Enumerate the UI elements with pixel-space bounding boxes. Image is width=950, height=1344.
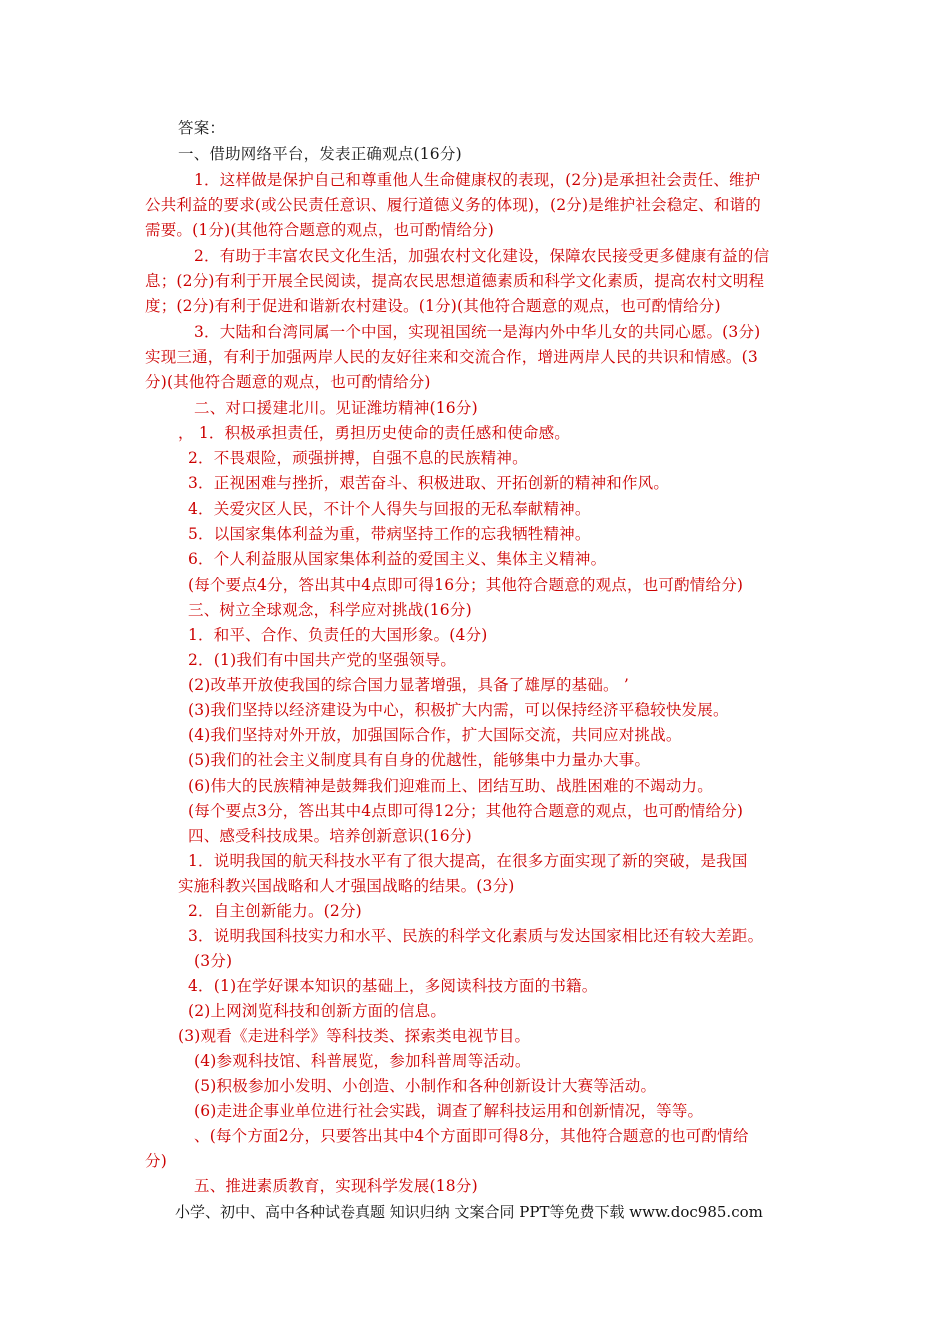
text-line: 需要。(1分)(其他符合题意的观点，也可酌情给分): [145, 221, 495, 239]
text-line: (3)我们坚持以经济建设为中心，积极扩大内需，可以保持经济平稳较快发展。: [188, 701, 729, 719]
section-1-heading: 一、借助网络平台，发表正确观点(16分): [178, 145, 462, 163]
footer-text: 小学、初中、高中各种试卷真题 知识归纳 文案合同 PPT等免费下载 www.doc985.com: [175, 1203, 763, 1221]
section-4-heading: 四、感受科技成果。培养创新意识(16分): [188, 827, 472, 845]
text-line: (每个要点4分，答出其中4点即可得16分；其他符合题意的观点，也可酌情给分): [188, 576, 744, 594]
text-line: (5)积极参加小发明、小创造、小制作和各种创新设计大赛等活动。: [194, 1077, 657, 1095]
text-line: 息；(2分)有利于开展全民阅读，提高农民思想道德素质和科学文化素质，提高农村文明程: [145, 272, 765, 290]
section-3-heading: 三、树立全球观念，科学应对挑战(16分): [188, 601, 472, 619]
text-line: 分): [145, 1152, 167, 1170]
text-line: ， 1．积极承担责任，勇担历史使命的责任感和使命感。: [178, 424, 570, 442]
text-line: 实现三通，有利于加强两岸人民的友好往来和交流合作，增进两岸人民的共识和情感。(3: [145, 348, 758, 366]
section-2-heading: 二、对口援建北川。见证潍坊精神(16分): [194, 399, 478, 417]
text-line: 2．有助于丰富农民文化生活，加强农村文化建设，保障农民接受更多健康有益的信: [194, 247, 770, 265]
text-line: (每个要点3分，答出其中4点即可得12分；其他符合题意的观点，也可酌情给分): [188, 802, 744, 820]
text-line: (4)我们坚持对外开放，加强国际合作，扩大国际交流，共同应对挑战。: [188, 726, 682, 744]
text-line: 3．正视困难与挫折，艰苦奋斗、积极进取、开拓创新的精神和作风。: [188, 474, 670, 492]
text-line: (4)参观科技馆、科普展览，参加科普周等活动。: [194, 1052, 531, 1070]
text-line: 2．不畏艰险，顽强拼搏，自强不息的民族精神。: [188, 449, 528, 467]
answer-heading: 答案：: [178, 119, 226, 137]
text-line: (5)我们的社会主义制度具有自身的优越性，能够集中力量办大事。: [188, 751, 651, 769]
text-line: 3．大陆和台湾同属一个中国，实现祖国统一是海内外中华儿女的共同心愿。(3分): [194, 323, 761, 341]
text-line: 实施科教兴国战略和人才强国战略的结果。(3分): [178, 877, 515, 895]
text-line: 1．和平、合作、负责任的大国形象。(4分): [188, 626, 488, 644]
text-line: (6)走进企事业单位进行社会实践，调查了解科技运用和创新情况，等等。: [194, 1102, 704, 1120]
text-line: 度；(2分)有利于促进和谐新农村建设。(1分)(其他符合题意的观点，也可酌情给分): [145, 297, 721, 315]
text-line: (6)伟大的民族精神是鼓舞我们迎难而上、团结互助、战胜困难的不竭动力。: [188, 777, 713, 795]
text-line: (3分): [194, 952, 233, 970]
text-line: 、(每个方面2分，只要答出其中4个方面即可得8分，其他符合题意的也可酌情给: [194, 1127, 749, 1145]
section-5-heading: 五、推进素质教育，实现科学发展(18分): [194, 1177, 478, 1195]
text-line: 5．以国家集体利益为重，带病坚持工作的忘我牺牲精神。: [188, 525, 591, 543]
text-line: (2)上网浏览科技和创新方面的信息。: [188, 1002, 447, 1020]
text-line: (2)改革开放使我国的综合国力显著增强，具备了雄厚的基础。 ’: [188, 676, 630, 694]
text-line: 6．个人利益服从国家集体利益的爱国主义、集体主义精神。: [188, 550, 607, 568]
text-line: 4．(1)在学好课本知识的基础上，多阅读科技方面的书籍。: [188, 977, 598, 995]
text-line: 公共利益的要求(或公民责任意识、履行道德义务的体现)，(2分)是维护社会稳定、和谐的: [145, 196, 761, 214]
text-line: 2．(1)我们有中国共产党的坚强领导。: [188, 651, 457, 669]
text-line: 分)(其他符合题意的观点，也可酌情给分): [145, 373, 431, 391]
text-line: 4．关爱灾区人民，不计个人得失与回报的无私奉献精神。: [188, 500, 591, 518]
text-line: 2．自主创新能力。(2分): [188, 902, 362, 920]
text-line: 1．说明我国的航天科技水平有了很大提高，在很多方面实现了新的突破，是我国: [188, 852, 748, 870]
text-line: 3．说明我国科技实力和水平、民族的科学文化素质与发达国家相比还有较大差距。: [188, 927, 764, 945]
text-line: 1．这样做是保护自己和尊重他人生命健康权的表现，(2分)是承担社会责任、维护: [194, 171, 761, 189]
text-line: (3)观看《走进科学》等科技类、探索类电视节目。: [178, 1027, 531, 1045]
